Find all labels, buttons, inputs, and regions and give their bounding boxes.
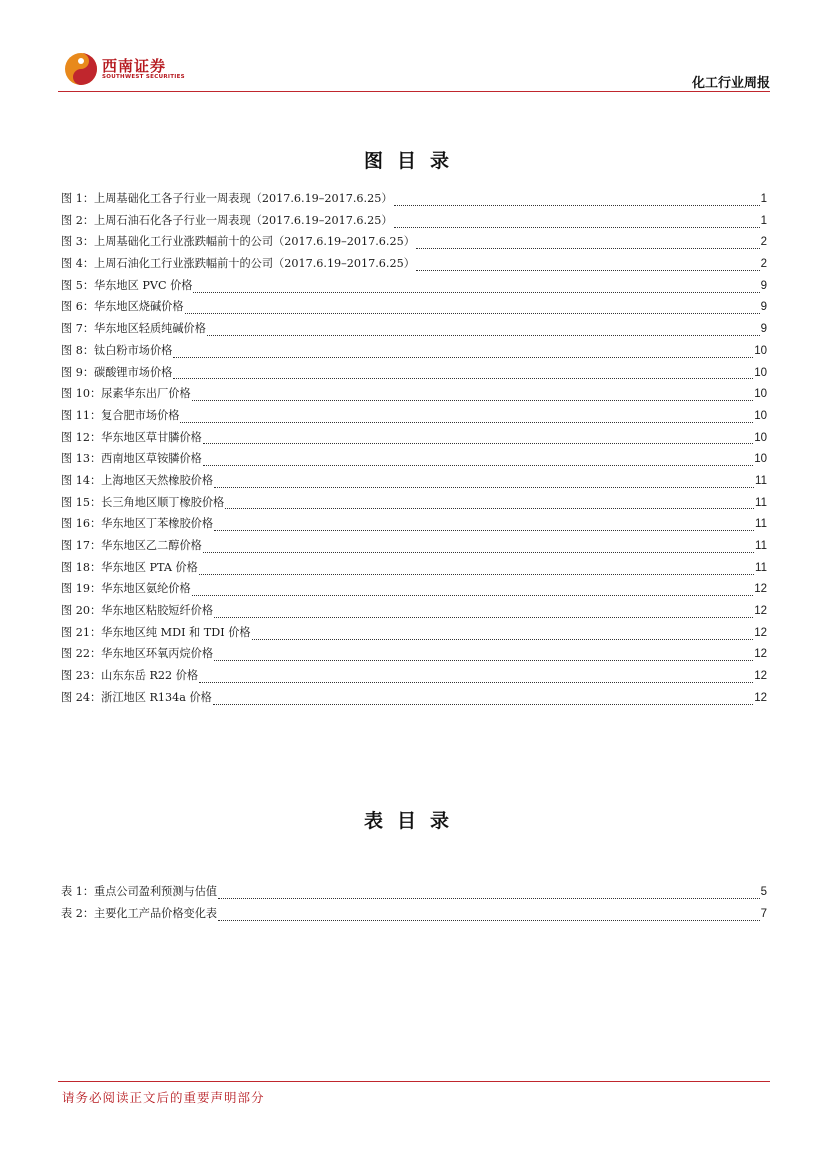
toc-entry-label: 图 6：华东地区烧碱价格: [61, 300, 184, 314]
toc-entry[interactable]: [61, 559, 767, 581]
toc-entry-label: 图 19：华东地区氨纶价格: [61, 582, 191, 596]
toc-entry-label: 图 24：浙江地区 R134a 价格: [61, 690, 212, 704]
toc-entry[interactable]: [61, 364, 767, 386]
toc-entry[interactable]: [61, 537, 767, 559]
toc-dot-leader: [193, 283, 759, 293]
toc-dot-leader: [192, 586, 754, 596]
toc-entry[interactable]: [61, 494, 767, 516]
toc-dot-leader: [173, 348, 753, 358]
toc-entry-page: 1: [760, 214, 767, 227]
page-header: [58, 46, 770, 92]
toc-entry-page: 12: [754, 605, 767, 618]
toc-dot-leader: [394, 196, 760, 206]
toc-dot-leader: [214, 651, 753, 661]
toc-dot-leader: [214, 478, 754, 488]
footer-disclaimer: 请务必阅读正文后的重要声明部分: [62, 1090, 265, 1105]
toc-entry-page: 5: [760, 886, 767, 898]
toc-dot-leader: [185, 304, 760, 314]
toc-dot-leader: [394, 218, 760, 228]
toc-entry-page: 11: [755, 496, 767, 509]
toc-entry-page: 10: [754, 409, 767, 422]
toc-entry[interactable]: [61, 342, 767, 364]
toc-entry-page: 7: [760, 907, 767, 920]
toc-entry-label: 图 15：长三角地区顺丁橡胶价格: [61, 495, 225, 509]
toc-dot-leader: [180, 413, 753, 423]
toc-entry-label: 图 14：上海地区天然橡胶价格: [61, 473, 214, 487]
toc-dot-leader: [416, 239, 760, 249]
toc-entry[interactable]: [61, 883, 767, 905]
toc-entry-page: 12: [754, 648, 767, 661]
toc-entry[interactable]: [61, 233, 767, 255]
toc-dot-leader: [214, 608, 753, 618]
toc-entry[interactable]: [61, 667, 767, 689]
toc-entry-page: 12: [754, 626, 767, 639]
toc-entry[interactable]: [61, 689, 767, 711]
toc-dot-leader: [252, 630, 754, 640]
toc-entry[interactable]: [61, 212, 767, 234]
toc-entry-page: 9: [760, 279, 767, 292]
toc-entry-label: 图 8：钛白粉市场价格: [61, 343, 173, 357]
toc-entry-label: 图 17：华东地区乙二醇价格: [61, 539, 202, 552]
toc-entry[interactable]: [61, 255, 767, 277]
toc-entry-label: 图 18：华东地区 PTA 价格: [61, 560, 198, 574]
toc-entry[interactable]: [61, 320, 767, 342]
logo-chinese-name: 西南证券: [102, 57, 167, 75]
toc-entry-page: 10: [754, 366, 767, 379]
toc-entry-label: 图 11：复合肥市场价格: [61, 408, 180, 422]
toc-entry[interactable]: [61, 298, 767, 320]
toc-dot-leader: [207, 326, 760, 336]
toc-entry-page: 11: [755, 540, 767, 552]
toc-dot-leader: [218, 911, 759, 921]
southwest-securities-logo-icon: [64, 52, 98, 86]
toc-entry[interactable]: [61, 407, 767, 429]
toc-dot-leader: [203, 456, 753, 466]
toc-entry-label: 图 23：山东东岳 R22 价格: [61, 669, 199, 683]
toc-entry-label: 图 4：上周石油化工行业涨跌幅前十的公司（2017.6.19–2017.6.25）: [61, 257, 415, 271]
toc-entry-page: 10: [754, 453, 767, 466]
toc-dot-leader: [199, 673, 753, 683]
toc-entry[interactable]: [61, 580, 767, 602]
toc-entry-label: 图 3：上周基础化工行业涨跌幅前十的公司（2017.6.19–2017.6.25）: [61, 235, 415, 249]
toc-entry[interactable]: [61, 602, 767, 624]
toc-entry-page: 11: [755, 474, 767, 487]
toc-dot-leader: [173, 369, 753, 379]
report-type: 化工行业周报: [691, 76, 770, 91]
table-toc-title: 表目录: [363, 810, 463, 832]
logo-english-name: SOUTHWEST SECURITIES: [102, 74, 185, 80]
toc-entry-label: 图 12：华东地区草甘膦价格: [61, 430, 202, 444]
toc-entry[interactable]: [61, 385, 767, 407]
toc-entry-label: 图 22：华东地区环氧丙烷价格: [61, 647, 214, 661]
toc-entry[interactable]: [61, 515, 767, 537]
toc-entry[interactable]: [61, 624, 767, 646]
toc-entry-label: 图 1：上周基础化工各子行业一周表现（2017.6.19–2017.6.25）: [61, 192, 393, 205]
toc-entry-label: 图 13：西南地区草铵膦价格: [61, 452, 202, 466]
toc-entry-label: 表 1：重点公司盈利预测与估值: [61, 885, 218, 898]
toc-dot-leader: [203, 434, 753, 444]
toc-entry-page: 9: [760, 323, 767, 336]
toc-dot-leader: [199, 565, 754, 575]
toc-dot-leader: [218, 889, 759, 899]
toc-dot-leader: [225, 499, 754, 509]
toc-entry[interactable]: [61, 450, 767, 472]
toc-entry-label: 图 7：华东地区轻质纯碱价格: [61, 322, 206, 336]
toc-dot-leader: [214, 521, 754, 531]
toc-entry-label: 图 16：华东地区丁苯橡胶价格: [61, 517, 214, 531]
toc-entry[interactable]: [61, 645, 767, 667]
toc-entry-label: 图 20：华东地区粘胶短纤价格: [61, 604, 214, 618]
toc-entry-label: 图 9：碳酸锂市场价格: [61, 365, 173, 379]
toc-dot-leader: [213, 695, 753, 705]
toc-entry[interactable]: [61, 905, 767, 927]
toc-entry-page: 12: [754, 670, 767, 683]
header-divider: [58, 91, 770, 92]
footer-divider: [58, 1081, 770, 1082]
toc-entry-label: 图 10：尿素华东出厂价格: [61, 387, 191, 401]
toc-entry-label: 图 2：上周石油石化各子行业一周表现（2017.6.19–2017.6.25）: [61, 213, 393, 227]
toc-entry-page: 12: [754, 691, 767, 704]
toc-entry-label: 图 21：华东地区纯 MDI 和 TDI 价格: [61, 625, 251, 639]
toc-entry-page: 12: [754, 583, 767, 596]
toc-entry-page: 10: [754, 388, 767, 401]
toc-entry-page: 10: [754, 431, 767, 444]
toc-entry-page: 2: [760, 236, 767, 249]
toc-entry[interactable]: [61, 472, 767, 494]
toc-dot-leader: [416, 261, 760, 271]
toc-entry-page: 1: [760, 193, 767, 205]
toc-entry[interactable]: [61, 429, 767, 451]
toc-entry[interactable]: [61, 190, 767, 212]
toc-entry-page: 2: [760, 258, 767, 271]
toc-dot-leader: [203, 543, 754, 553]
toc-entry-label: 表 2：主要化工产品价格变化表: [61, 906, 218, 920]
toc-entry-page: 9: [760, 301, 767, 314]
table-toc-list: [61, 883, 767, 926]
toc-entry[interactable]: [61, 277, 767, 299]
toc-entry-label: 图 5：华东地区 PVC 价格: [61, 278, 193, 292]
figure-toc-list: [61, 190, 767, 711]
toc-entry-page: 11: [755, 561, 767, 574]
toc-entry-page: 10: [754, 344, 767, 357]
figure-toc-title: 图目录: [363, 150, 463, 172]
toc-dot-leader: [192, 391, 754, 401]
toc-entry-page: 11: [755, 518, 767, 531]
